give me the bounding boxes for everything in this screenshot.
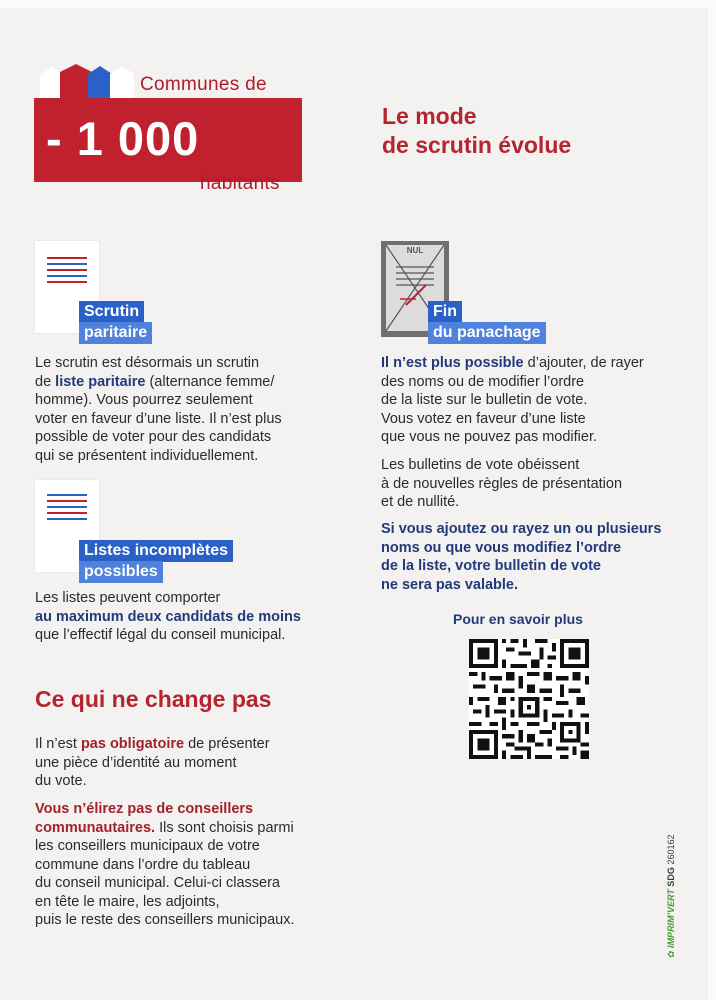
qr-code-icon [469,639,589,759]
leaf-icon: ✿ [666,950,676,958]
listes-tag-line1: Listes incomplètes [79,540,233,562]
panachage-paragraph-2: Les bulletins de vote obéissent à de nouvelles règles de présentation et de nullité. [381,457,623,510]
section-title-no-change: Ce qui ne change pas [35,686,272,712]
nul-label: NUL [406,246,424,255]
population-number: - 1 000 [46,112,200,165]
scan-edge-right [708,0,716,1000]
panachage-tag-line2: du panachage [428,322,546,344]
listes-incompletes-text: Les listes peuvent comporter au maximum deux candidats de moins que l’effectif légal du conseil municipal. [35,590,301,643]
listes-tag-line2: possibles [79,561,163,583]
scrutin-tag-line1: Scrutin [79,301,144,323]
scrutin-paritaire-text: Le scrutin est désormais un scrutin de liste paritaire (alternance femme/ homme). Vous pourrez seulement voter en faveur d’une liste. Il n’est plus possible de voter pour des candidats qui se présentent individuellement. [35,355,282,464]
panachage-tag-line1: Fin [428,301,462,323]
qr-code[interactable] [469,639,589,759]
no-change-paragraph-2: Vous n’élirez pas de conseillers communautaires. Ils sont choisis parmi les conseillers municipaux de votre commune dans l’ordre du tableau du conseil municipal. Celui-ci classera en tête le maire, les adjoints, puis le reste des conseillers municipaux. [35,801,295,928]
page-title [382,102,682,160]
scrutin-tag-line2: paritaire [79,322,152,344]
habitants-label: habitants [200,173,280,194]
imprim-vert-code: ✿ IMPRIM’VERT SDG 260162 [666,834,676,958]
qr-title: Pour en savoir plus [453,611,583,627]
no-change-paragraph-1: Il n’est pas obligatoire de présenter une pièce d’identité au moment du vote. [35,736,270,789]
panachage-paragraph-3: Si vous ajoutez ou rayez un ou plusieurs noms ou que vous modifiez l’ordre de la liste, votre bulletin de vote ne sera pas valable. [381,521,662,593]
title-line-1: Le mode [382,103,477,129]
panachage-paragraph-1: Il n’est plus possible d’ajouter, de rayer des noms ou de modifier l’ordre de la liste sur le bulletin de vote. Vous votez en faveur d’une liste que vous ne pouvez pas modifier. [381,355,644,445]
commune-label: Communes de [140,74,267,95]
scan-edge-top [0,0,716,8]
title-line-2: de scrutin évolue [382,132,572,158]
